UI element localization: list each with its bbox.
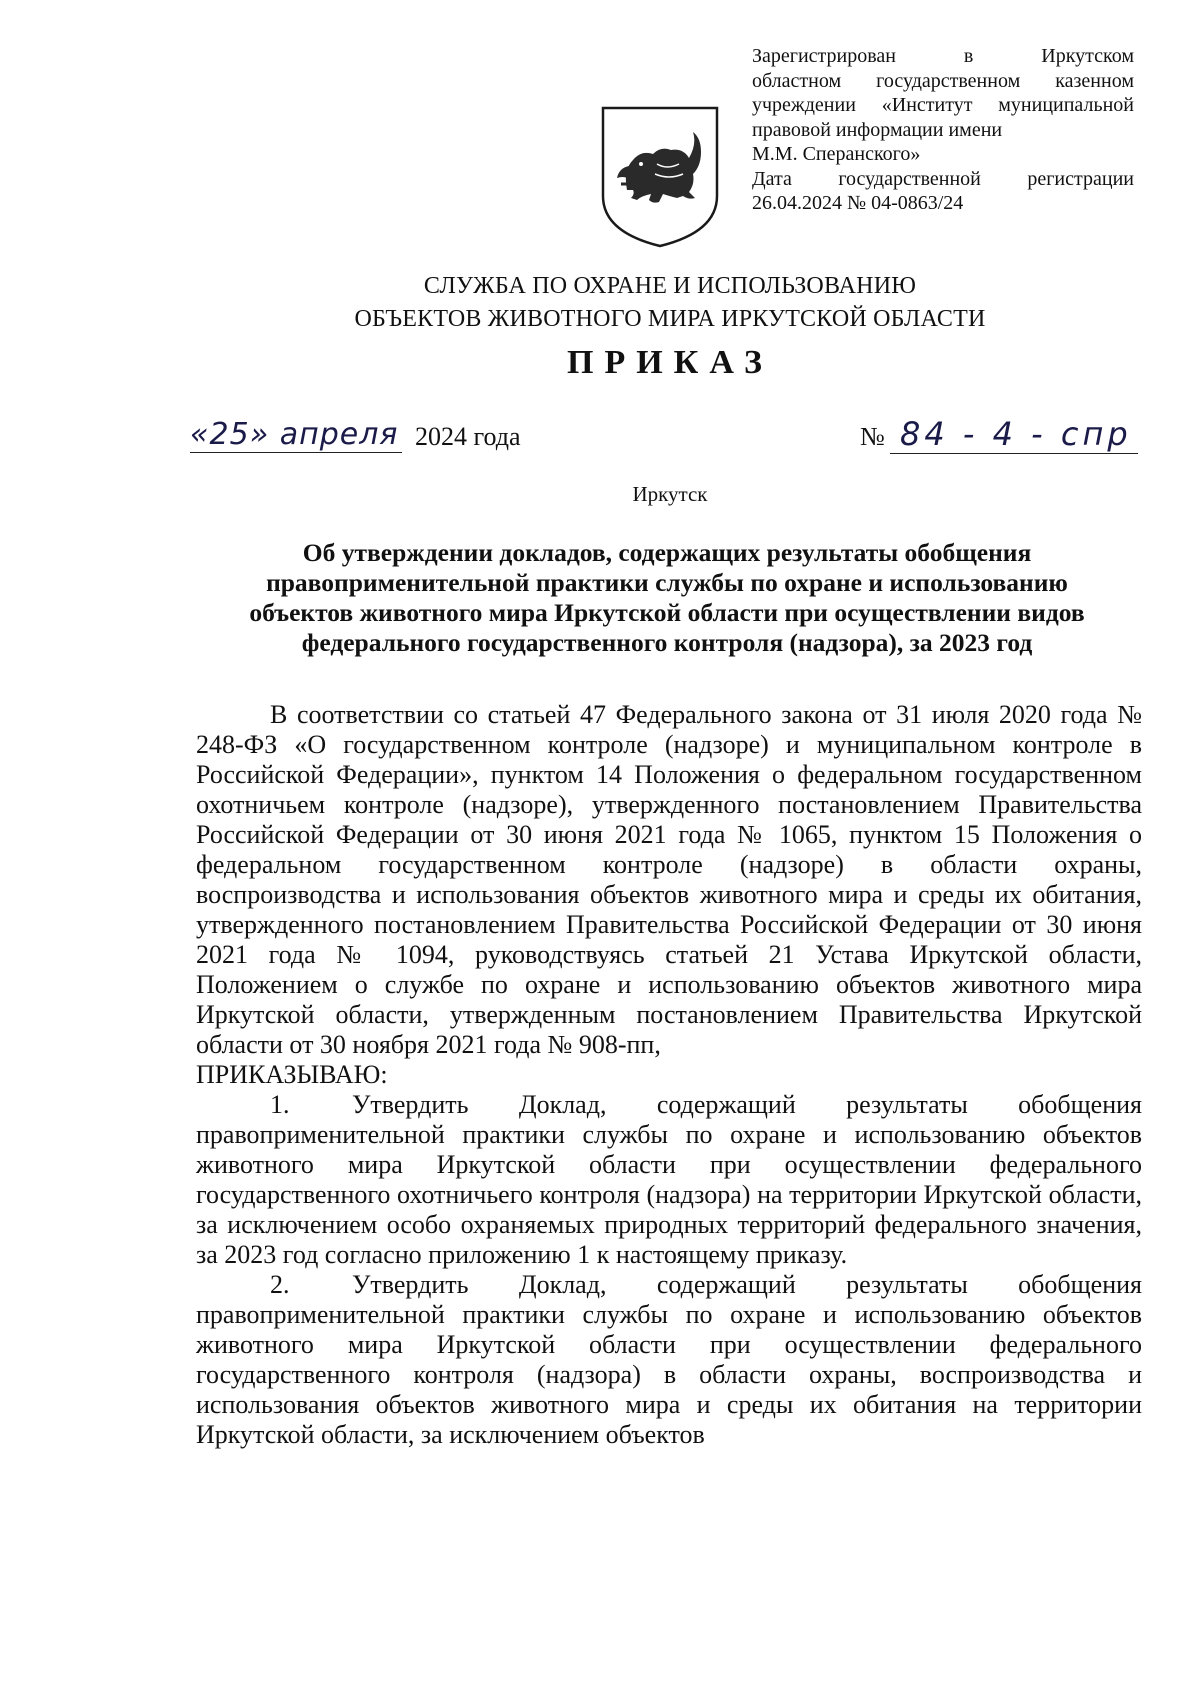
item-text: Утвердить Доклад, содержащий результаты обобщения правоприменительной практики службы по охране и использованию объектов животного мира Иркутской области при осуществлении федерального государственного охотничьего контроля (надзора) на территории Иркутской области, за исключением особо охраняемых природных территорий федерального значения, за 2023 год согласно приложению 1 к настоящему приказу. bbox=[196, 1090, 1142, 1269]
order-directive: ПРИКАЗЫВАЮ: bbox=[196, 1060, 388, 1089]
document-type-title: ПРИКАЗ bbox=[567, 344, 773, 381]
document-body bbox=[196, 700, 1142, 1450]
order-item bbox=[196, 1270, 1142, 1450]
registration-line: Зарегистрирован в Иркутском bbox=[752, 45, 1134, 67]
agency-name bbox=[260, 270, 1080, 336]
heading-line: объектов животного мира Иркутской области при осуществлении видов bbox=[249, 598, 1085, 627]
registration-line: 26.04.2024 № 04-0863/24 bbox=[752, 192, 964, 214]
city-name: Иркутск bbox=[632, 482, 708, 506]
handwritten-number: 84 - 4 - спр bbox=[890, 414, 1138, 454]
registration-line: правовой информации имени bbox=[752, 118, 1003, 141]
registration-line: М.М. Сперанского» bbox=[752, 143, 921, 165]
registration-line: Дата государственной регистрации bbox=[752, 167, 1134, 190]
heading-line: правоприменительной практики службы по охране и использованию bbox=[266, 568, 1068, 597]
registration-stamp bbox=[752, 44, 1134, 216]
date-number-line bbox=[190, 415, 1140, 468]
registration-line: областном государственном казенном bbox=[752, 69, 1134, 92]
item-number: 2. bbox=[270, 1270, 290, 1299]
registration-line: учреждении «Институт муниципальной bbox=[752, 94, 1134, 116]
preamble-paragraph: В соответствии со статьей 47 Федерального закона от 31 июля 2020 года № 248-ФЗ «О государственном контроле (надзоре) и муниципальном контроле в Российской Федерации», пунктом 14 Положения о федеральном государственном охотничьем контроле (надзоре), утвержденного постановлением Правительства Российской Федерации от 30 июня 2021 года № 1065, пунктом 15 Положения о федеральном государственном контроле (надзоре) в области охраны, воспроизводства и использования объектов животного мира и среды их обитания, утвержденного постановлением Правительства Российской Федерации от 30 июня 2021 года № 1094, руководствуясь статьей 21 Устава Иркутской области, Положением о службе по охране и использованию объектов животного мира Иркутской области, утвержденным постановлением Правительства Иркутской области от 30 ноября 2021 года № 908-пп, bbox=[196, 700, 1142, 1059]
agency-line: ОБЪЕКТОВ ЖИВОТНОГО МИРА ИРКУТСКОЙ ОБЛАСТИ bbox=[354, 306, 986, 332]
heading-line: федерального государственного контроля (надзора), за 2023 год bbox=[301, 628, 1033, 657]
order-item bbox=[196, 1090, 1142, 1270]
heading-line: Об утверждении докладов, содержащих результаты обобщения bbox=[302, 538, 1032, 567]
irkutsk-coat-of-arms-icon bbox=[597, 104, 723, 250]
item-text: Утвердить Доклад, содержащий результаты обобщения правоприменительной практики службы по охране и использованию объектов животного мира Иркутской области при осуществлении федерального государственного контроля (надзора) в области охраны, воспроизводства и использования объектов животного мира и среды их обитания на территории Иркутской области, за исключением объектов bbox=[196, 1270, 1142, 1449]
document-heading bbox=[192, 538, 1142, 658]
handwritten-date: «25» апреля bbox=[190, 418, 402, 453]
agency-line: СЛУЖБА ПО ОХРАНЕ И ИСПОЛЬЗОВАНИЮ bbox=[423, 273, 917, 299]
item-number: 1. bbox=[270, 1090, 290, 1119]
date-year: 2024 года bbox=[415, 422, 521, 451]
number-label: № bbox=[860, 422, 885, 451]
